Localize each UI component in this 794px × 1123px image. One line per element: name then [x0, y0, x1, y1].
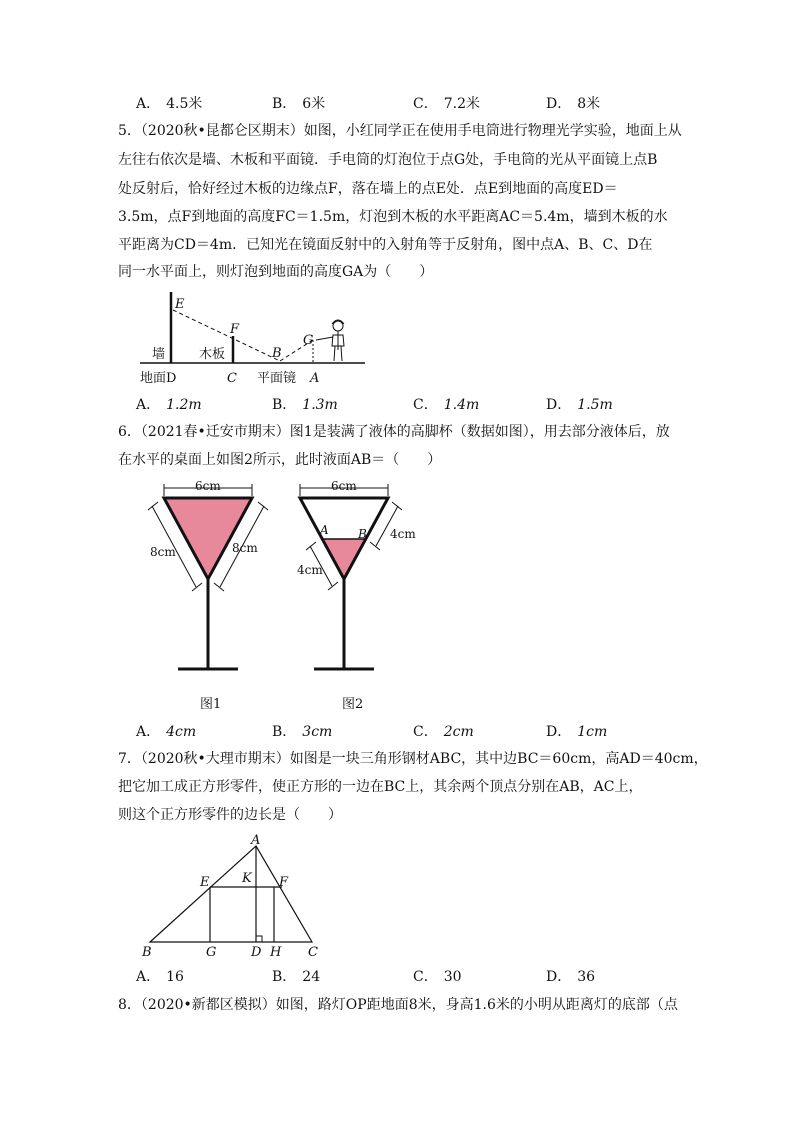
- q6-text-line-1: 6．（2021春•迁安市期末）图1是装满了液体的高脚杯（数据如图），用去部分液体后，放: [118, 424, 670, 440]
- q7-text-line-3: 则这个正方形零件的边长是（ ）: [118, 807, 342, 823]
- q7-figure: [140, 832, 340, 962]
- label-g: G: [206, 945, 217, 960]
- label-b: B: [272, 346, 282, 361]
- q5-text-line-1: 5．（2020秋•昆都仑区期末）如图，小红同学正在使用手电筒进行物理光学实验，地面上从: [118, 123, 682, 139]
- q8-text-line-1: 8．（2020•新都区模拟）如图，路灯OP距地面8米，身高1.6米的小明从距离灯的底部（点: [118, 997, 678, 1013]
- fig1-label-top: 6cm: [195, 479, 221, 493]
- light-ray-upper: [173, 310, 280, 361]
- fig2-caption: 图2: [342, 697, 364, 712]
- label-wall: 墙: [152, 347, 166, 362]
- fig1-label-left: 8cm: [150, 545, 176, 559]
- right-angle-mark: [256, 936, 262, 942]
- q5-figure: [135, 288, 375, 388]
- fig1-caption: 图1: [200, 697, 222, 712]
- q5-options: [0, 396, 794, 414]
- label-board: 木板: [199, 347, 226, 362]
- fig2-label-top: 6cm: [331, 479, 357, 493]
- triangle-abc: [150, 846, 312, 942]
- label-d: D: [251, 945, 262, 960]
- q6-figures: [140, 476, 460, 716]
- q4-option-c[interactable]: C． 7.2米: [413, 96, 480, 112]
- q6-option-d[interactable]: D． 1cm: [546, 724, 608, 740]
- fig1-dim-right-tick-2: [214, 583, 224, 591]
- q5-option-a[interactable]: A． 1.2m: [136, 397, 202, 413]
- q6-text-line-2: 在水平的桌面上如图2所示，此时液面AB＝（ ）: [118, 452, 442, 468]
- label-g: G: [303, 333, 314, 348]
- fig2-dim-left-tick-2: [328, 582, 338, 590]
- q6-option-a[interactable]: A． 4cm: [136, 724, 197, 740]
- label-c: C: [227, 371, 237, 386]
- fig2-label-left: 4cm: [297, 563, 323, 577]
- label-h: H: [270, 945, 282, 960]
- q7-text-line-2: 把它加工成正方形零件，使正方形的一边在BC上，其余两个顶点分别在AB，AC上，: [118, 779, 643, 795]
- q7-options: [0, 968, 794, 986]
- label-f: F: [279, 875, 289, 890]
- label-e: E: [200, 875, 210, 890]
- q5-option-d[interactable]: D． 1.5m: [546, 397, 613, 413]
- label-b: B: [142, 945, 152, 960]
- q7-option-b[interactable]: B． 24: [272, 969, 321, 985]
- q5-text-line-5: 平距离为CD＝4m．已知光在镜面反射中的入射角等于反射角，图中点A、B、C、D在: [118, 237, 653, 253]
- q4-option-a[interactable]: A． 4.5米: [136, 96, 203, 112]
- label-k: K: [242, 871, 252, 886]
- q5-option-c[interactable]: C． 1.4m: [413, 397, 480, 413]
- q7-option-a[interactable]: A． 16: [136, 969, 184, 985]
- fig1-label-right: 8cm: [232, 541, 258, 555]
- glass-fig2: [297, 479, 416, 712]
- label-f: F: [230, 322, 240, 337]
- q5-text-line-4: 3.5m，点F到地面的高度FC＝1.5m，灯泡到木板的水平距离AC＝5.4m，墙到木板的水: [118, 209, 668, 225]
- q4-option-d[interactable]: D． 8米: [546, 96, 601, 112]
- q5-text-line-2: 左往右依次是墙、木板和平面镜．手电筒的灯泡位于点G处，手电筒的光从平面镜上点B: [118, 152, 658, 168]
- q4-options: [0, 95, 794, 113]
- q7-option-c[interactable]: C． 30: [413, 969, 462, 985]
- q7-option-d[interactable]: D． 36: [546, 969, 596, 985]
- q5-option-b[interactable]: B． 1.3m: [272, 397, 338, 413]
- label-mirror: 平面镜: [257, 371, 297, 386]
- fig2-dim-right-tick-2: [370, 542, 380, 550]
- fig2-label-a: A: [320, 523, 329, 537]
- q4-option-b[interactable]: B． 6米: [272, 96, 326, 112]
- q6-option-b[interactable]: B． 3cm: [272, 724, 333, 740]
- q6-option-c[interactable]: C． 2cm: [413, 724, 474, 740]
- fig1-dim-left-tick-2: [192, 583, 202, 591]
- fig2-liquid: [322, 539, 366, 579]
- q5-text-line-6: 同一水平面上，则灯泡到地面的高度GA为（ ）: [118, 264, 434, 280]
- glass-fig1: [148, 479, 268, 712]
- fig2-label-b: B: [358, 527, 367, 541]
- label-ground-d: 地面D: [140, 371, 177, 386]
- q7-text-line-1: 7．（2020秋•大理市期末）如图是一块三角形钢材ABC，其中边BC＝60cm，高AD＝40cm，: [118, 751, 708, 767]
- q6-options: [0, 723, 794, 741]
- label-c: C: [308, 945, 318, 960]
- fig2-label-right: 4cm: [390, 527, 416, 541]
- fig1-liquid: [164, 498, 252, 579]
- q5-text-line-3: 处反射后，恰好经过木板的边缘点F，落在墙上的点E处．点E到地面的高度ED＝: [118, 181, 618, 197]
- girl-figure: [316, 320, 344, 361]
- label-a: A: [310, 371, 320, 386]
- label-a: A: [251, 833, 261, 848]
- label-e: E: [175, 297, 185, 312]
